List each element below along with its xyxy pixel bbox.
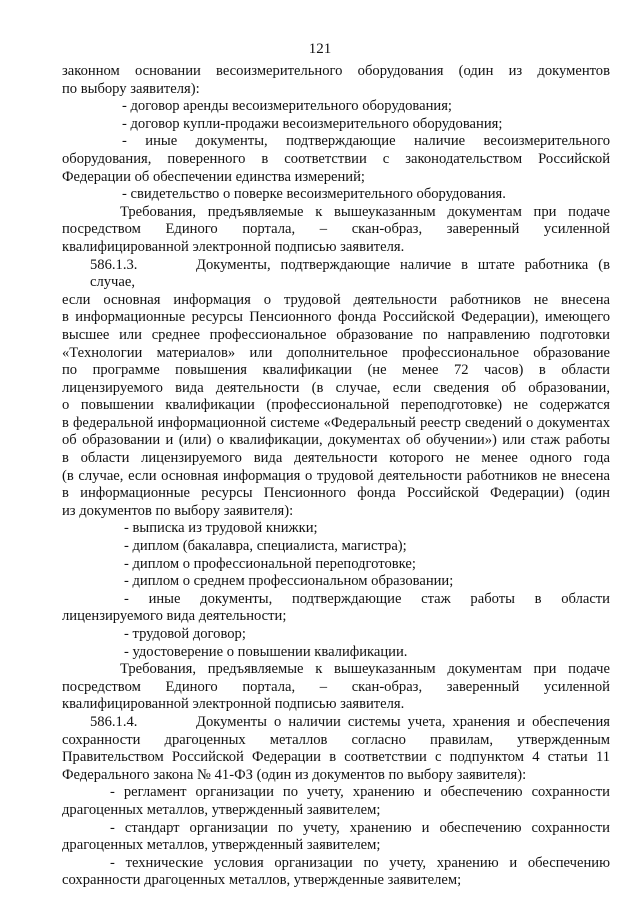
text-line: [62, 485, 610, 503]
document-body: [62, 63, 610, 890]
text-line: [62, 292, 610, 310]
text-line: [62, 380, 610, 398]
line-text: - иные документы, подтверждающие стаж работы в области: [124, 590, 610, 607]
text-line: [62, 415, 610, 433]
text-line: [62, 802, 610, 820]
line-text: - удостоверение о повышении квалификации.: [124, 643, 408, 660]
text-line: [62, 257, 610, 292]
text-line: [62, 133, 610, 151]
text-line: [62, 520, 610, 538]
line-text: - договор купли-продажи весоизмерительного оборудования;: [122, 115, 503, 132]
line-text: квалифицированной электронной подписью заявителя.: [62, 238, 405, 255]
line-text: - трудовой договор;: [124, 626, 246, 642]
text-line: [62, 345, 610, 363]
text-line: [62, 221, 610, 239]
text-line: [62, 450, 610, 468]
text-line: [62, 749, 610, 767]
text-line: [62, 327, 610, 345]
line-text: - диплом о среднем профессиональном образовании;: [124, 573, 454, 590]
line-text: посредством Единого портала, – скан-образ, заверенный усиленной: [62, 678, 610, 695]
line-text: - диплом о профессиональной переподготовке;: [124, 555, 416, 572]
page-number: 121: [308, 41, 332, 57]
line-text: если основная информация о трудовой деятельности работников не внесена: [62, 291, 610, 308]
line-text: оборудования, поверенного в соответствии с законодательством Российской: [62, 150, 610, 167]
text-line: [62, 696, 610, 714]
text-line: [62, 644, 610, 662]
text-line: [62, 151, 610, 169]
text-line: [62, 538, 610, 556]
text-line: [62, 169, 610, 187]
line-text: - диплом (бакалавра, специалиста, магистра);: [124, 538, 407, 555]
line-text: Требования, предъявляемые к вышеуказанным документам при подаче: [120, 203, 610, 220]
text-line: [62, 767, 610, 785]
text-line: [62, 608, 610, 626]
text-line: [62, 397, 610, 415]
line-text: о повышении квалификации (профессиональной переподготовке) не содержатся: [62, 397, 610, 414]
text-line: [62, 204, 610, 222]
text-line: [62, 503, 610, 521]
line-text: - стандарт организации по учету, хранению и обеспечению сохранности: [110, 819, 610, 836]
line-text: законном основании весоизмерительного оборудования (один из документов: [62, 63, 610, 79]
line-text: в области лицензируемого вида деятельности которого не менее одного года: [62, 450, 610, 467]
line-text: Правительством Российской Федерации в соответствии с подпунктом 4 статьи 11: [62, 749, 610, 766]
line-text: Документы о наличии системы учета, хранения и обеспечения: [196, 713, 610, 730]
line-text: лицензируемого вида деятельности;: [62, 608, 287, 625]
text-line: [62, 116, 610, 134]
line-text: Федерации об обеспечении единства измерений;: [62, 168, 365, 185]
line-text: в информационные ресурсы Пенсионного фонда Российской Федерации) (один: [62, 485, 610, 502]
clause-number: 586.1.3.: [90, 256, 138, 273]
text-line: [62, 468, 610, 486]
text-line: [62, 714, 610, 732]
text-line: [62, 784, 610, 802]
line-text: сохранности драгоценных металлов, утвержденные заявителем;: [62, 872, 462, 889]
text-line: [62, 556, 610, 574]
line-text: об образовании и (или) о квалификации, документах об обучении») или стаж работы: [62, 432, 610, 449]
text-line: [62, 63, 610, 81]
clause-number: 586.1.4.: [90, 713, 138, 730]
line-text: по выбору заявителя):: [62, 80, 200, 97]
line-text: - свидетельство о поверке весоизмерительного оборудования.: [122, 186, 506, 203]
line-text: по программе повышения квалификации (не менее 72 часов) в области: [62, 362, 610, 379]
text-line: [62, 732, 610, 750]
line-text: Требования, предъявляемые к вышеуказанным документам при подаче: [120, 661, 610, 678]
text-line: [62, 591, 610, 609]
line-text: сохранности драгоценных металлов согласно правилам, утвержденным: [62, 731, 610, 748]
line-text: - выписка из трудовой книжки;: [124, 520, 318, 537]
line-text: посредством Единого портала, – скан-образ, заверенный усиленной: [62, 221, 610, 238]
line-text: в информационные ресурсы Пенсионного фонда Российской Федерации), имеющего: [62, 309, 610, 326]
line-text: - иные документы, подтверждающие наличие весоизмерительного: [122, 133, 610, 150]
line-text: высшее или среднее профессиональное образование по направлению подготовки: [62, 326, 610, 343]
line-text: лицензируемого вида деятельности (в случае, если сведения об образовании,: [62, 379, 610, 396]
text-line: [62, 679, 610, 697]
line-text: (в случае, если основная информация о трудовой деятельности работников не внесена: [62, 467, 610, 484]
text-line: [62, 362, 610, 380]
text-line: [62, 186, 610, 204]
line-text: «Технологии материалов» или дополнительное профессиональное образование: [62, 344, 610, 361]
line-text: квалифицированной электронной подписью заявителя.: [62, 696, 405, 713]
text-line: [62, 81, 610, 99]
text-line: [62, 309, 610, 327]
text-line: [62, 239, 610, 257]
line-text: Федерального закона № 41-ФЗ (один из документов по выбору заявителя):: [62, 766, 527, 783]
text-line: [62, 98, 610, 116]
line-text: - технические условия организации по учету, хранению и обеспечению: [110, 854, 610, 871]
line-text: Документы, подтверждающие наличие в штате работника (в случае,: [90, 256, 610, 291]
text-line: [62, 432, 610, 450]
text-line: [62, 872, 610, 890]
line-text: в федеральной информационной системе «Федеральный реестр сведений о документах: [62, 414, 610, 431]
line-text: - договор аренды весоизмерительного оборудования;: [122, 98, 452, 115]
text-line: [62, 855, 610, 873]
text-line: [62, 626, 610, 644]
line-text: - регламент организации по учету, хранению и обеспечению сохранности: [110, 784, 610, 801]
text-line: [62, 661, 610, 679]
text-line: [62, 573, 610, 591]
text-line: [62, 820, 610, 838]
text-line: [62, 837, 610, 855]
line-text: драгоценных металлов, утвержденный заявителем;: [62, 837, 381, 854]
line-text: драгоценных металлов, утвержденный заявителем;: [62, 801, 381, 818]
line-text: из документов по выбору заявителя):: [62, 502, 294, 519]
